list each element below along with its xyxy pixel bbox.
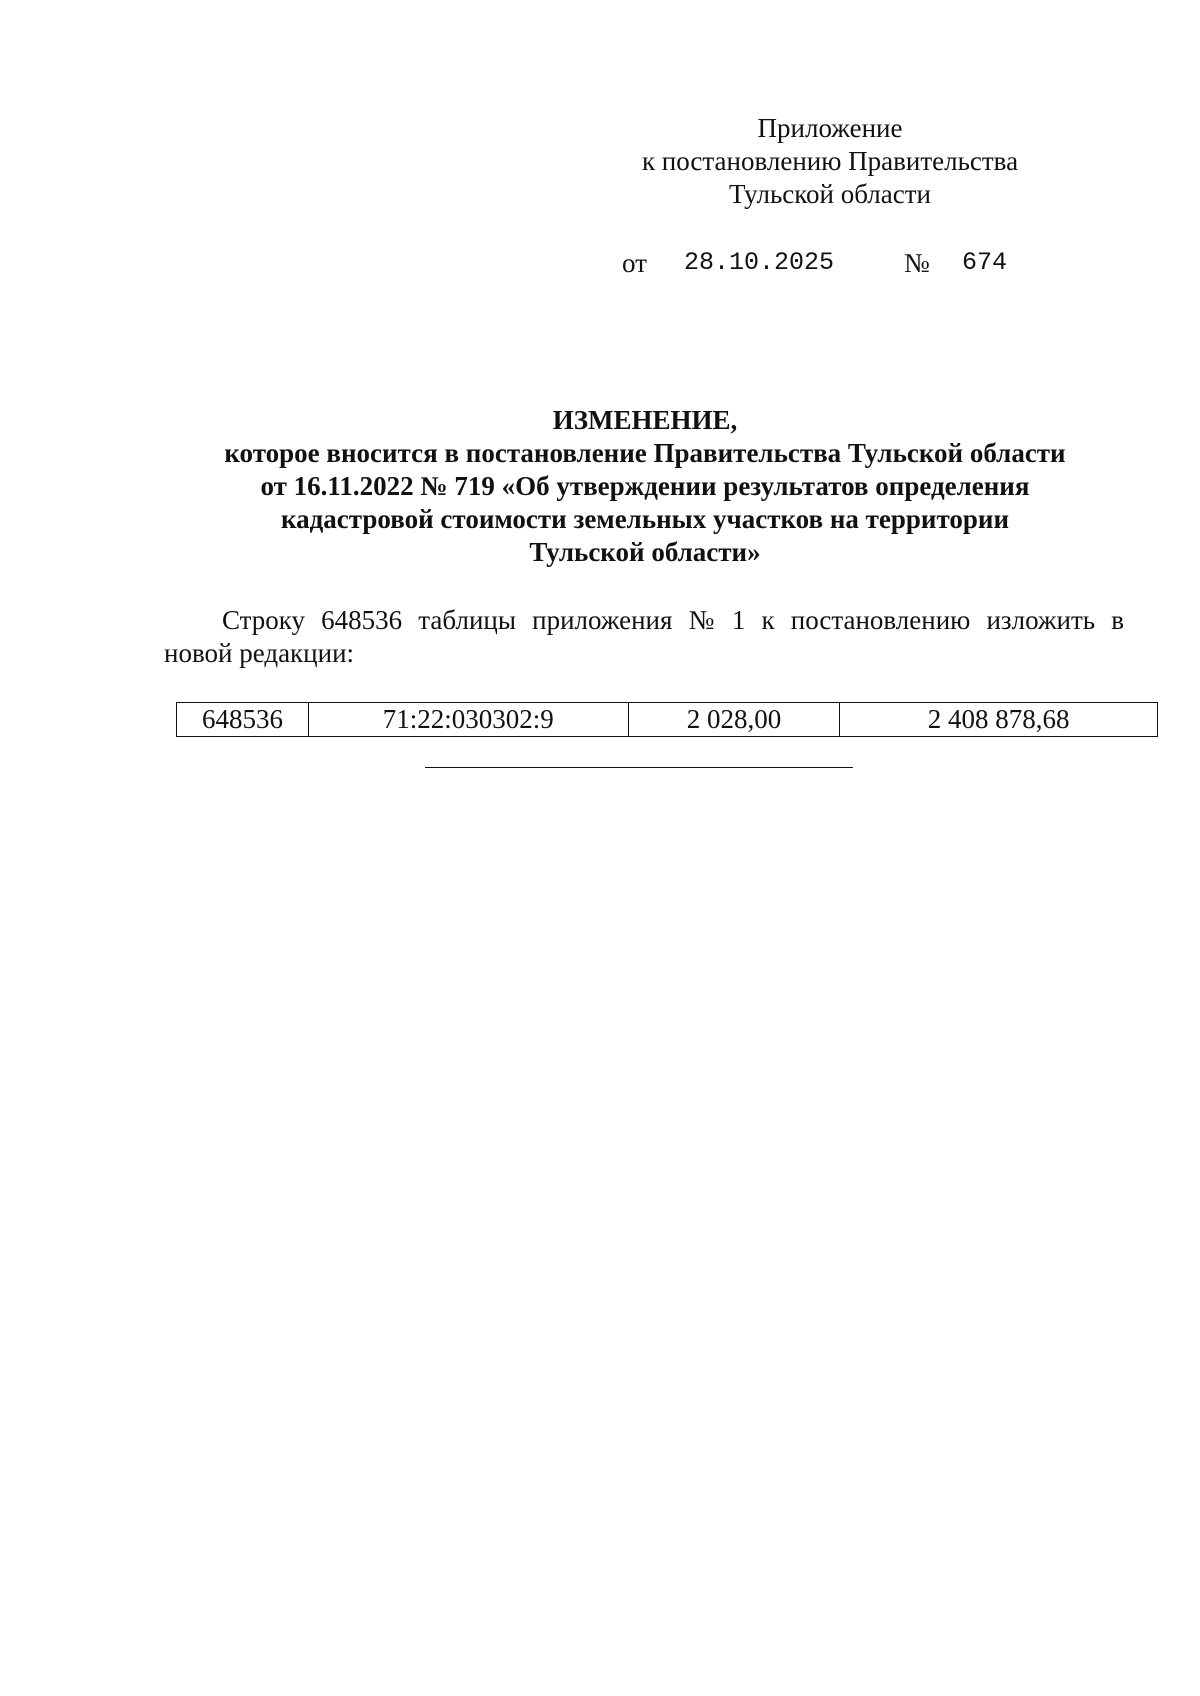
row-number-cell: 648536 [177, 703, 309, 737]
document-date: 28.10.2025 [684, 248, 835, 277]
title-line-5: Тульской области» [529, 537, 761, 567]
appendix-line-3: Тульской области [729, 179, 931, 209]
document-title [120, 404, 1170, 569]
table-row [177, 703, 1158, 737]
appendix-line-2: к постановлению Правительства [641, 146, 1019, 176]
title-line-2: которое вносится в постановление Правительства Тульской области [224, 438, 1066, 468]
cadastral-number-cell: 71:22:030302:9 [308, 703, 628, 737]
date-prefix: от [622, 248, 647, 278]
appendix-header [600, 112, 1060, 211]
title-line-3: от 16.11.2022 № 719 «Об утверждении результатов определения [260, 471, 1030, 501]
area-cell: 2 028,00 [628, 703, 840, 737]
body-line-1: Строку 648536 таблицы приложения № 1 к постановлению изложить в [222, 605, 1124, 635]
body-paragraph [164, 604, 1124, 670]
body-line-2: новой редакции: [164, 638, 355, 668]
title-line-1: ИЗМЕНЕНИЕ, [552, 405, 738, 435]
document-number: 674 [962, 248, 1008, 277]
closing-rule [425, 767, 853, 768]
cadastral-value-cell: 2 408 878,68 [840, 703, 1158, 737]
number-sign: № [904, 248, 930, 278]
title-line-4: кадастровой стоимости земельных участков на территории [281, 504, 1009, 534]
data-table [176, 702, 1158, 737]
appendix-line-1: Приложение [757, 113, 903, 143]
